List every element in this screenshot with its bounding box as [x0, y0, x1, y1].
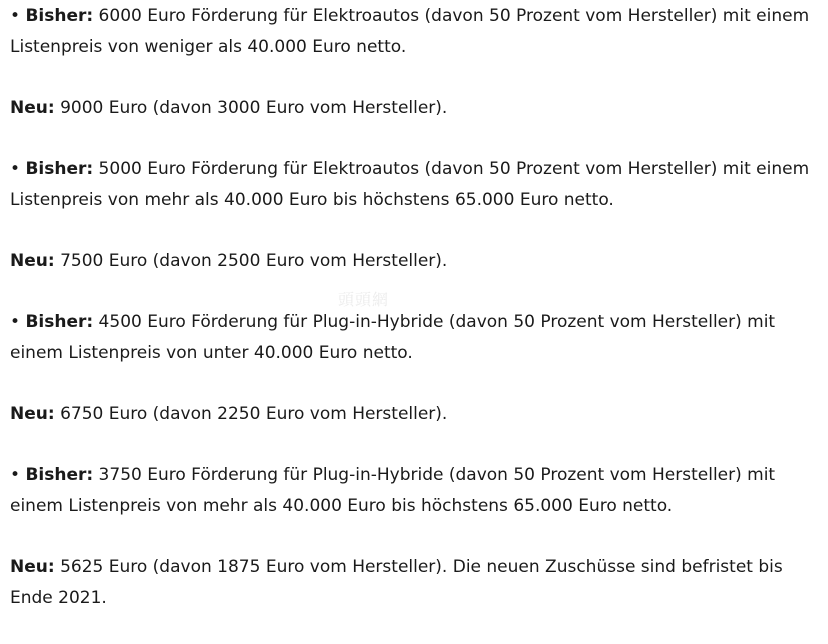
- paragraph-text: 7500 Euro (davon 2500 Euro vom Hersteller).: [54, 251, 448, 271]
- paragraph-new-ev-under-40k: [10, 93, 822, 124]
- paragraph-text: 5000 Euro Förderung für Elektroautos (davon 50 Prozent vom Hersteller) mit einem Listenpreis von mehr als 40.000 Euro bis höchstens 65.000 Euro netto.: [10, 159, 810, 210]
- paragraph-old-phev-40k-65k: [10, 460, 822, 522]
- paragraph-text: 6750 Euro (davon 2250 Euro vom Hersteller).: [54, 404, 448, 424]
- label-bisher: Bisher:: [25, 312, 94, 332]
- bullet: •: [10, 465, 21, 485]
- label-neu: Neu:: [10, 404, 55, 424]
- label-bisher: Bisher:: [25, 159, 94, 179]
- bullet: •: [10, 6, 21, 26]
- label-neu: Neu:: [10, 251, 55, 271]
- paragraph-old-ev-under-40k: [10, 1, 822, 63]
- paragraph-text: 4500 Euro Förderung für Plug-in-Hybride (davon 50 Prozent vom Hersteller) mit einem Listenpreis von unter 40.000 Euro netto.: [10, 312, 776, 363]
- watermark: 頭頭網: [338, 290, 390, 309]
- paragraph-old-ev-40k-65k: [10, 154, 822, 216]
- paragraph-text: 5625 Euro (davon 1875 Euro vom Hersteller). Die neuen Zuschüsse sind befristet bis Ende 2021.: [10, 557, 783, 608]
- paragraph-text: 3750 Euro Förderung für Plug-in-Hybride (davon 50 Prozent vom Hersteller) mit einem Listenpreis von mehr als 40.000 Euro bis höchstens 65.000 Euro netto.: [10, 465, 776, 516]
- label-neu: Neu:: [10, 98, 55, 118]
- paragraph-text: 9000 Euro (davon 3000 Euro vom Hersteller).: [54, 98, 448, 118]
- paragraph-new-phev-40k-65k: [10, 552, 822, 614]
- bullet: •: [10, 312, 21, 332]
- paragraph-text: 6000 Euro Förderung für Elektroautos (davon 50 Prozent vom Hersteller) mit einem Listenpreis von weniger als 40.000 Euro netto.: [10, 6, 810, 57]
- paragraph-old-phev-under-40k: [10, 307, 822, 369]
- article-body: [10, 1, 822, 644]
- bullet: •: [10, 159, 21, 179]
- label-neu: Neu:: [10, 557, 55, 577]
- paragraph-new-ev-40k-65k: [10, 246, 822, 277]
- paragraph-new-phev-under-40k: [10, 399, 822, 430]
- label-bisher: Bisher:: [25, 6, 94, 26]
- label-bisher: Bisher:: [25, 465, 94, 485]
